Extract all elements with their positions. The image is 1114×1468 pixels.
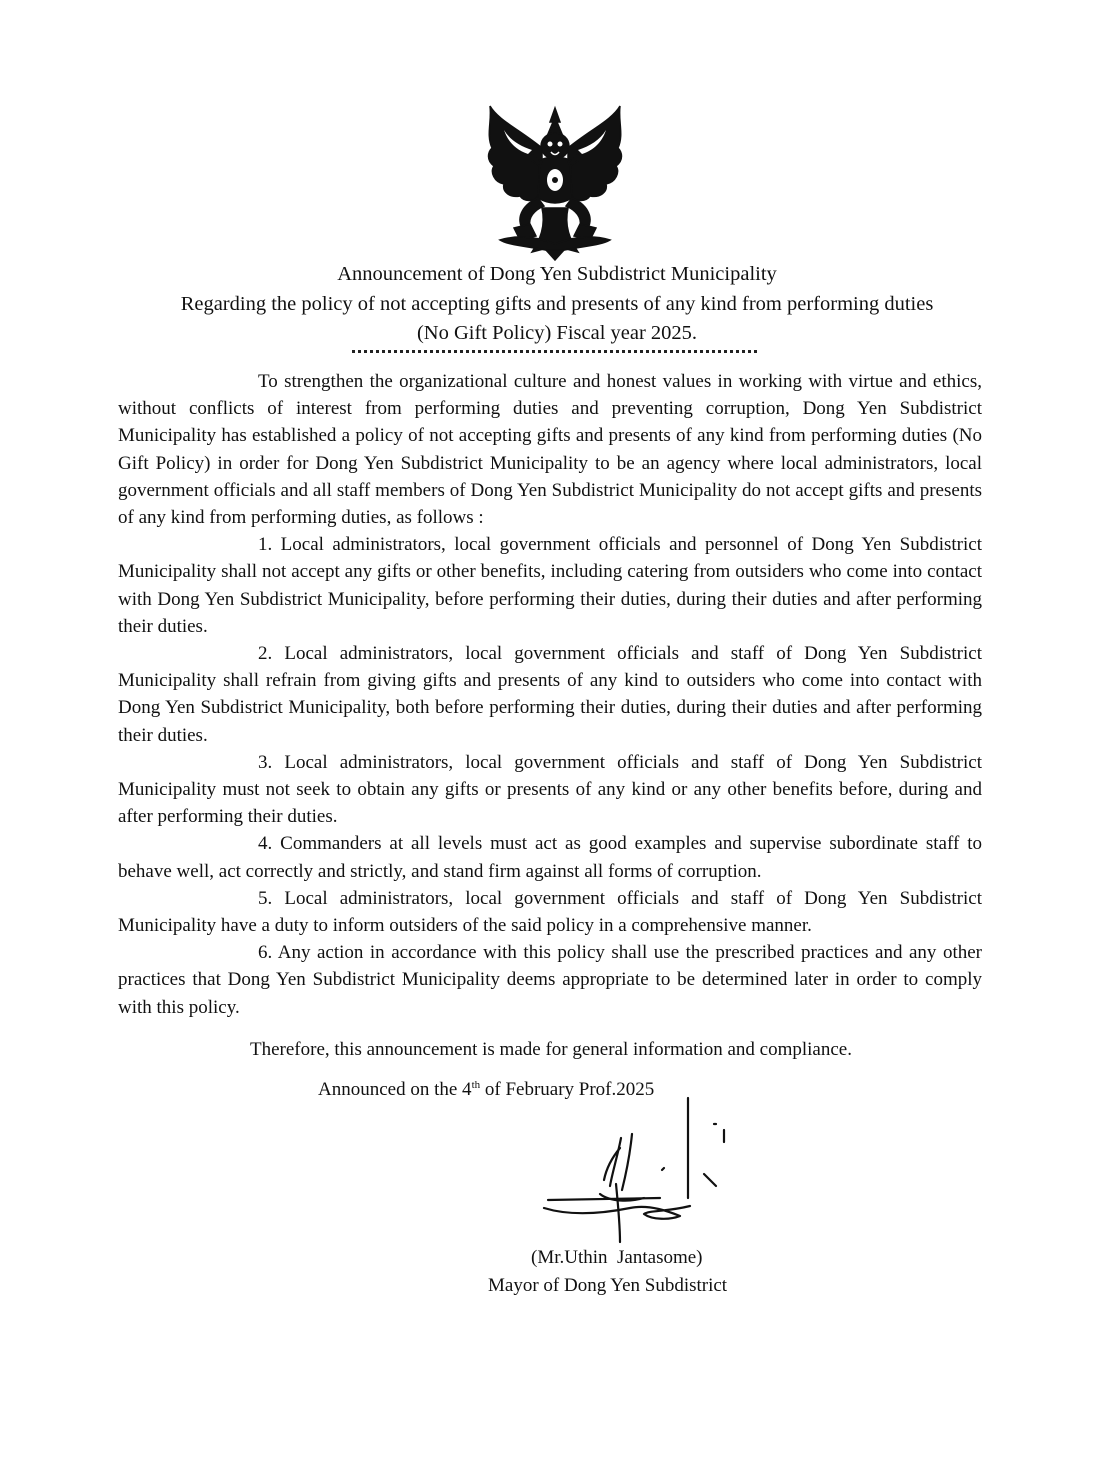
dotted-separator bbox=[352, 342, 757, 353]
intro-paragraph: To strengthen the organizational culture and honest values in working with virtue and ethics, without conflicts of interest from performing duties and preventing corruption, Dong Yen Subdistrict Municipality has established a policy of not accepting gifts and presents of any kind from performing duties (No Gift Policy) in order for Dong Yen Subdistrict Municipality to be an agency where local administrators, local government officials and all staff members of Dong Yen Subdistrict Municipality do not accept gifts and presents of any kind from performing duties, as follows : bbox=[118, 371, 982, 529]
announcement-body bbox=[118, 368, 982, 1021]
announcement-subject: Regarding the policy of not accepting gifts and presents of any kind from performing duties bbox=[180, 293, 934, 315]
garuda-emblem-icon bbox=[480, 100, 630, 262]
policy-item-5: 5. Local administrators, local government officials and staff of Dong Yen Subdistrict Municipality have a duty to inform outsiders of the said policy in a comprehensive manner. bbox=[118, 887, 982, 937]
policy-item-2: 2. Local administrators, local government officials and staff of Dong Yen Subdistrict Municipality shall refrain from giving gifts and presents of any kind to outsiders who come into contact with Dong Yen Subdistrict Municipality, both before performing their duties, during their duties and after performing their duties. bbox=[118, 643, 982, 746]
signer-title: Mayor of Dong Yen Subdistrict bbox=[488, 1275, 728, 1296]
ordinal-suffix: th bbox=[471, 1079, 481, 1091]
announcement-subject-continued: (No Gift Policy) Fiscal year 2025. bbox=[416, 322, 698, 344]
policy-item-4: 4. Commanders at all levels must act as good examples and supervise subordinate staff to behave well, act correctly and strictly, and stand firm against all forms of corruption. bbox=[118, 833, 982, 882]
policy-item-3: 3. Local administrators, local government officials and staff of Dong Yen Subdistrict Municipality must not seek to obtain any gifts or presents of any kind or any other benefits before, during and after performing their duties. bbox=[118, 751, 982, 828]
policy-item-6: 6. Any action in accordance with this policy shall use the prescribed practices and any other practices that Dong Yen Subdistrict Municipality deems appropriate to be determined later in order to comply with this policy. bbox=[118, 942, 982, 1018]
policy-item-1: 1. Local administrators, local government officials and personnel of Dong Yen Subdistrict Municipality shall not accept any gifts or other benefits, including catering from outsiders who come into contact with Dong Yen Subdistrict Municipality, before performing their duties, during their duties and after performing their duties. bbox=[118, 534, 982, 637]
announcement-title: Announcement of Dong Yen Subdistrict Municipality bbox=[337, 263, 777, 285]
closing-statement: Therefore, this announcement is made for general information and compliance. bbox=[250, 1039, 852, 1060]
announcement-date-suffix: of February Prof.2025 bbox=[480, 1079, 655, 1100]
announcement-date-prefix: Announced on the 4 bbox=[318, 1079, 472, 1100]
signer-name: (Mr.Uthin Jantasome) bbox=[531, 1247, 703, 1268]
handwritten-signature bbox=[540, 1094, 730, 1244]
